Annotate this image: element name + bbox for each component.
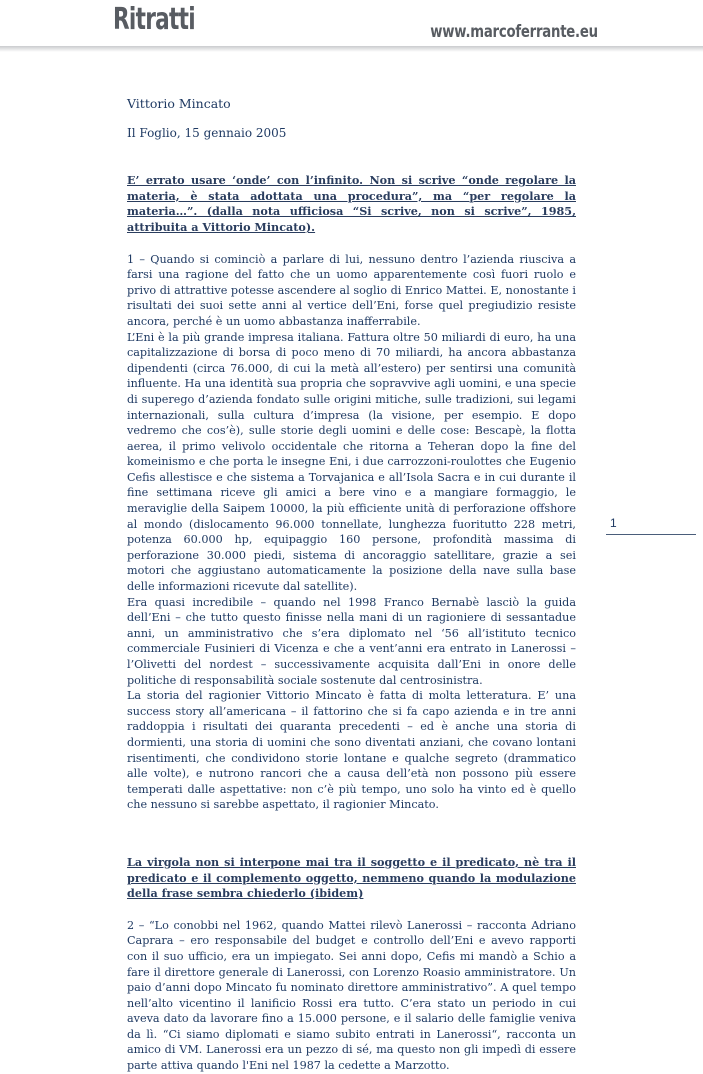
website-link[interactable]: www.marcoferrante.eu: [430, 22, 598, 42]
paragraph-1: 1 – Quando si cominciò a parlare di lui, nessuno dentro l’azienda riusciva a farsi una ragione del fatto che un uomo apparentemente così fuori ruolo e privo di attrattive potesse ascendere al soglio di Enrico Mattei. E, nonostante i risultati dei suoi sette anni al vertice dell’Eni, forse quel pregiudizio resiste ancora, perché è un uomo abbastanza inafferrabile.: [127, 252, 576, 328]
header-divider: [0, 46, 703, 52]
paragraph-5: 2 – “Lo conobbi nel 1962, quando Mattei rilevò Lanerossi – racconta Adriano Caprara – ero responsabile del budget e controllo dell’Eni e avevo rapporti con il suo ufficio, era un impiegato. Sei anni dopo, Cefis mi mandò a Schio a fare il direttore generale di Lanerossi, con Lorenzo Roasio amministratore. Un paio d’anni dopo Mincato fu nominato direttore amministrativo”. A quel tempo nell’alto vicentino il lanificio Rossi era tutto. C’era stato un periodo in cui aveva dato da lavorare fino a 15.000 persone, e il salario delle famiglie veniva da lì. “Ci siamo diplomati e siamo subito entrati in Lanerossi“, racconta un amico di VM. Lanerossi era un pezzo di sé, ma questo non gli impedì di essere parte attiva quando l'Eni nel 1987 la cedette a Marzotto.: [127, 918, 576, 1073]
section-title: Ritratti: [113, 2, 195, 37]
page-number: 1: [610, 516, 617, 530]
style-rule-1: E’ errato usare ‘onde’ con l’infinito. Non si scrive “onde regolare la materia, è stata adottata una procedura”, ma “per regolare la materia…”. (dalla nota ufficiosa “Si scrive, non si scrive”, 1985, attribuita a Vittorio Mincato).: [127, 173, 576, 234]
paragraph-2: L’Eni è la più grande impresa italiana. Fattura oltre 50 miliardi di euro, ha una capitalizzazione di borsa di poco meno di 70 miliardi, ha ancora abbastanza dipendenti (circa 76.000, di cui la metà all’estero) per sentirsi una comunità influente. Ha una identità sua propria che sopravvive agli uomini, e una specie di superego d’azienda fondato sulle origini mitiche, sulle tradizioni, sui legami internazionali, sulla cultura d’impresa (la visione, per esempio. E dopo vedremo che cos’è), sulle storie degli uomini e delle cose: Bescapè, la flotta aerea, il primo velivolo occidentale che ritorna a Teheran dopo la fine del komeinismo e che porta le insegne Eni, i due carrozzoni-roulottes che Eugenio Cefis allestisce e che sistema a Torvajanica e all’Isola Sacra e in cui durante il fine settimana riceve gli amici a bere vino e a mangiare formaggio, le meraviglie della Saipem 10000, la più efficiente unità di perforazione offshore al mondo (dislocamento 96.000 tonnellate, lunghezza fuoritutto 228 metri, potenza 60.000 hp, equipaggio 160 persone, profondità massima di perforazione 30.000 piedi, sistema di ancoraggio satellitare, grazie a sei motori che aggiustano automaticamente la posizione della nave sulla base delle informazioni ricevute dal satellite).: [127, 330, 576, 594]
article-source: Il Foglio, 15 gennaio 2005: [127, 125, 287, 140]
page-number-rule: [606, 534, 696, 535]
paragraph-3: Era quasi incredibile – quando nel 1998 Franco Bernabè lasciò la guida dell’Eni – che tutto questo finisse nella mani di un ragioniere di sessantadue anni, un amministrativo che s’era diplomato nel ‘56 all’istituto tecnico commerciale Fusinieri di Vicenza e che a vent’anni era entrato in Lanerossi – l’Olivetti del nordest – successivamente acquisita dall’Eni in onore delle politiche di responsabilità sociale sostenute dal centrosinistra.: [127, 595, 576, 687]
paragraph-4: La storia del ragionier Vittorio Mincato è fatta di molta letteratura. E’ una success story all’americana – il fattorino che si fa capo azienda e in tre anni raddoppia i risultati dei quaranta precedenti – ed è anche una storia di dormienti, una storia di uomini che sono diventati anziani, che covano lontani risentimenti, che condividono storie lontane e qualche segreto (drammatico alle volte), e nutrono rancori che a causa dell’età non possono più essere temperati dalle aspettative: non c’è più tempo, uno solo ha vinto ed è quello che nessuno si sarebbe aspettato, il ragionier Mincato.: [127, 689, 576, 812]
page-header: [0, 0, 703, 48]
style-rule-2: La virgola non si interpone mai tra il soggetto e il predicato, nè tra il predicato e il complemento oggetto, nemmeno quando la modulazione della frase sembra chiederlo (ibidem): [127, 854, 576, 901]
article-body: [127, 96, 576, 1074]
article-author: Vittorio Mincato: [127, 96, 231, 111]
